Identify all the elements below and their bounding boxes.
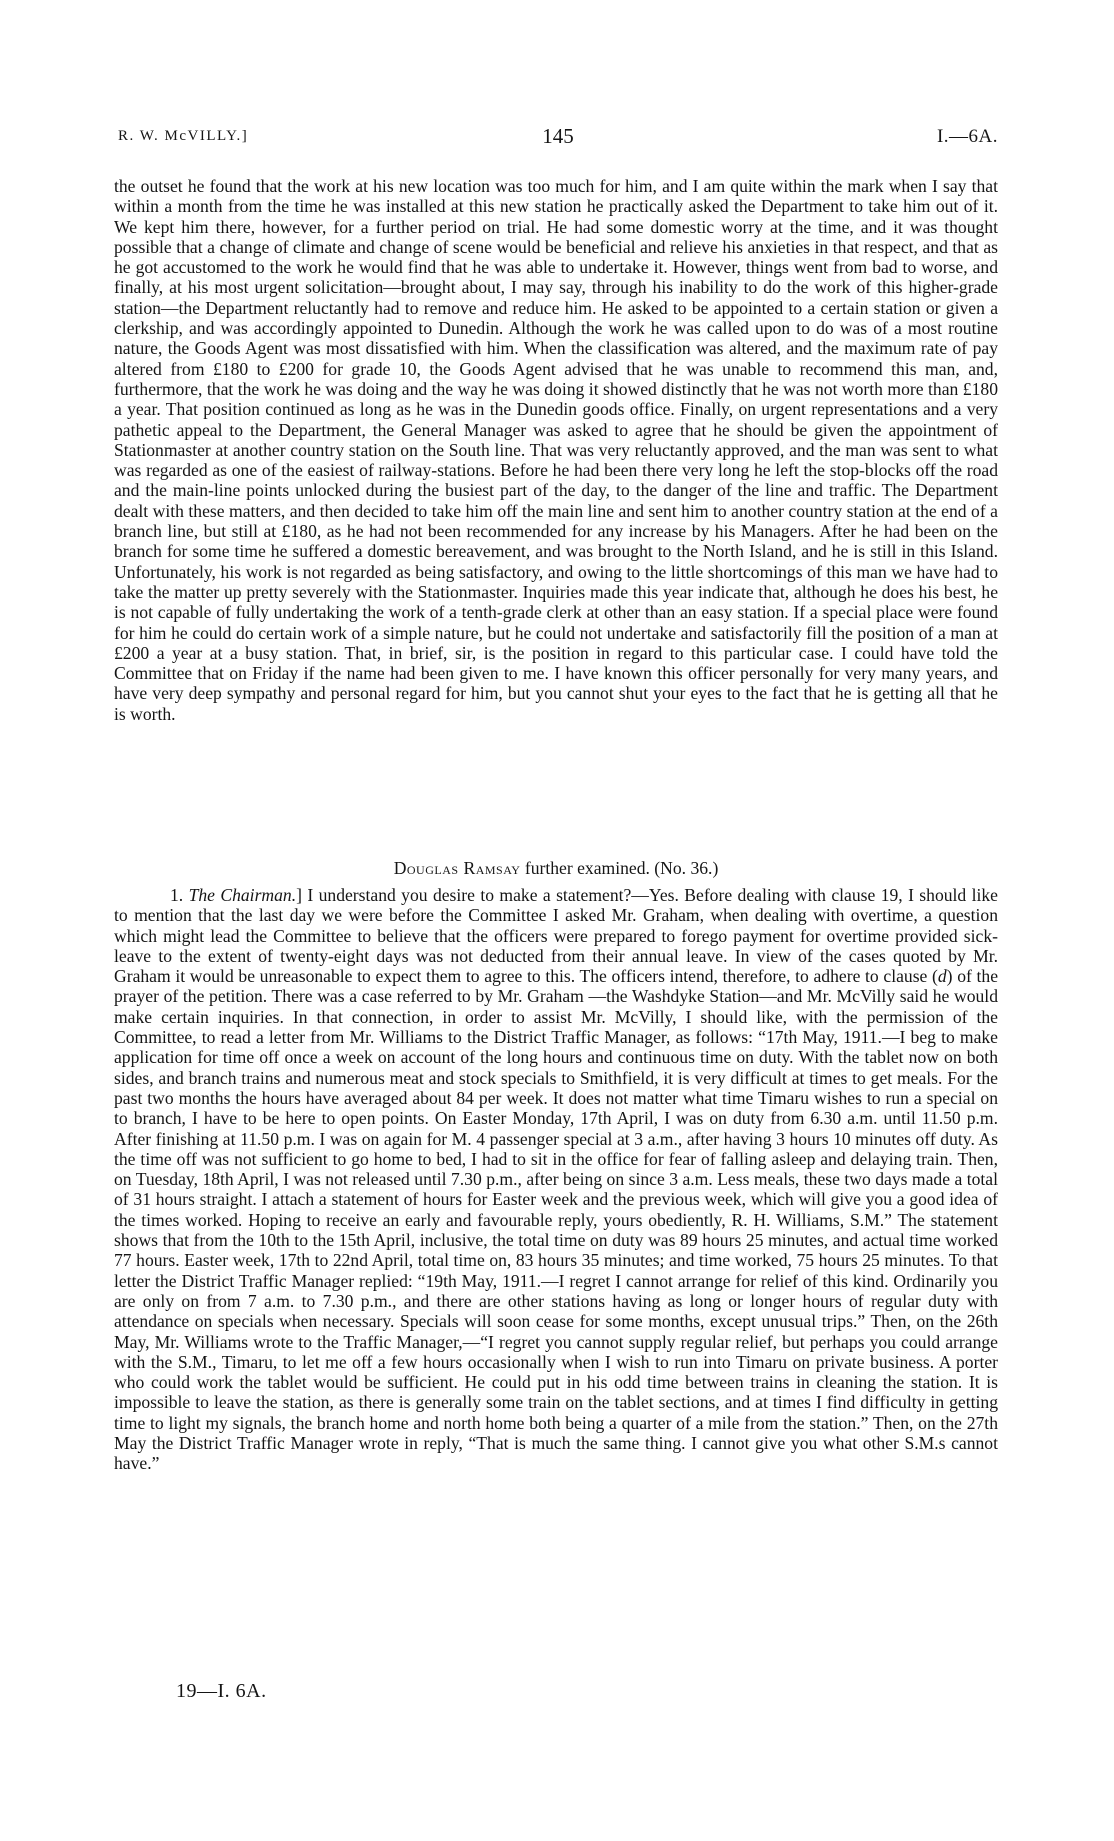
speaker: The Chairman. bbox=[188, 885, 297, 905]
witness-name: Douglas Ramsay bbox=[393, 858, 521, 878]
testimony-text-part1: ] I understand you desire to make a statement?—Yes. Before dealing with clause 19, I should like to mention that the last day we were before the Committee I asked Mr. Graham, when dealing with overtime, a question which might lead the Committee to believe that the officers were prepared to forego payment for overtime provided sick-leave to the extent of twenty-eight days was not deducted from their annual leave. In view of the cases quoted by Mr. Graham it would be unreasonable to expect them to agree to this. The officers intend, therefore, to adhere to clause ( bbox=[114, 885, 998, 987]
question-number: 1. bbox=[170, 885, 189, 905]
paragraph-testimony bbox=[114, 885, 998, 1474]
clause-letter: d bbox=[937, 966, 947, 987]
document-reference: I.—6A. bbox=[936, 126, 998, 147]
section-heading bbox=[114, 858, 998, 878]
signature-mark: 19—I. 6A. bbox=[176, 1680, 267, 1702]
running-head bbox=[118, 124, 998, 152]
testimony-text-part2: ) of the prayer of the petition. There was a case referred to by Mr. Graham —the Washdyke Station—and Mr. McVilly said he would make certain inquiries. In that connection, in order to assist Mr. McVilly, I should like, with the permission of the Committee, to read a letter from Mr. Williams to the District Traffic Manager, as follows: “17th May, 1911.—I beg to make application for time off once a week on account of the long hours and continuous time on duty. With the tablet now on both sides, and branch trains and numerous meat and stock specials to Smithfield, it is very difficult at times to get meals. For the past two months the hours have averaged about 84 per week. It does not matter what time Timaru wishes to run a special on to branch, I have to be here to open points. On Easter Monday, 17th April, I was on duty from 6.30 a.m. until 11.50 p.m. After finishing at 11.50 p.m. I was on again for M. 4 passenger special at 3 a.m., after having 3 hours 10 minutes off duty. As the time off was not sufficient to go home to bed, I had to sit in the office for fear of falling asleep and delaying train. Then, on Tuesday, 18th April, I was not released until 7.30 p.m., after being on since 3 a.m. Less meals, these two days made a total of 31 hours straight. I attach a statement of hours for Easter week and the previous week, which will give you a good idea of the times worked. Hoping to receive an early and favourable reply, yours obediently, R. H. Williams, S.M.” The statement shows that from the 10th to the 15th April, inclusive, the total time on duty was 89 hours 25 minutes, and actual time worked 77 hours. Easter week, 17th to 22nd April, total time on, 83 hours 35 minutes; and time worked, 75 hours 25 minutes. To that letter the District Traffic Manager replied: “19th May, 1911.—I regret I cannot arrange for relief of this kind. Ordinarily you are only on from 7 a.m. to 7.30 p.m., and there are other stations having as long or longer hours of regular duty with attendance on specials when necessary. Specials will soon cease for some months, except unusual trips.” Then, on the 26th May, Mr. Williams wrote to the Traffic Manager,—“I regret you cannot supply regular relief, but perhaps you could arrange with the S.M., Timaru, to let me off a few hours occasionally when I wish to run into Timaru on private business. A porter who could work the tablet would be sufficient. He could put in his odd time between trains in cleaning the station. It is impossible to leave the station, as there is generally some train on the tablet sections, and at times I find difficulty in getting time to light my signals, the branch home and north home both being a quarter of a mile from the station.” Then, on the 27th May the District Traffic Manager wrote in reply, “That is much the same thing. I cannot give you what other S.M.s cannot have.” bbox=[114, 966, 999, 1474]
heading-rest: further examined. (No. 36.) bbox=[520, 858, 719, 878]
header-author: R. W. McVILLY.] bbox=[118, 128, 249, 144]
page-number: 145 bbox=[542, 124, 574, 148]
paragraph-continuation: the outset he found that the work at his new location was too much for him, and I am quite within the mark when I say that within a month from the time he was installed at this new station he practically asked the Department to take him out of it. We kept him there, however, for a further period on trial. He had some domestic worry at the time, and it was thought possible that a change of climate and change of scene would be beneficial and relieve his anxieties in that respect, and that as he got accustomed to the work he would find that he was able to undertake it. However, things went from bad to worse, and finally, at his most urgent solicitation—brought about, I may say, through his inability to do the work of this higher-grade station—the Department reluctantly had to remove and reduce him. He asked to be appointed to a certain station or given a clerkship, and was accordingly appointed to Dunedin. Although the work he was called upon to do was of a most routine nature, the Goods Agent was most dissatisfied with him. When the classification was altered, and the maximum rate of pay altered from £180 to £200 for grade 10, the Goods Agent advised that he was unable to recommend this man, and, furthermore, that the work he was doing and the way he was doing it showed distinctly that he was not worth more than £180 a year. That position continued as long as he was in the Dunedin goods office. Finally, on urgent representations and a very pathetic appeal to the Department, the General Manager was asked to agree that he should be given the appointment of Stationmaster at another country station on the South line. That was very reluctantly approved, and the man was sent to what was regarded as one of the easiest of railway-stations. Before he had been there very long he left the stop-blocks off the road and the main-line points unlocked during the busiest part of the day, to the danger of the line and traffic. The Department dealt with these matters, and then decided to take him off the main line and sent him to another country station at the end of a branch line, but still at £180, as he had not been recommended for any increase by his Managers. After he had been on the branch for some time he suffered a domestic bereavement, and was brought to the North Island, and he is still in this Island. Unfortunately, his work is not regarded as being satisfactory, and owing to the little shortcomings of this man we have had to take the matter up pretty severely with the Stationmaster. Inquiries made this year indicate that, although he does his best, he is not capable of fully undertaking the work of a tenth-grade clerk at other than an easy station. If a special place were found for him he could do certain work of a simple nature, but he could not undertake and satisfactorily fill the position of a man at £200 a year at a busy station. That, in brief, sir, is the position in regard to this particular case. I could have told the Committee that on Friday if the name had been given to me. I have known this officer personally for very many years, and have very deep sympathy and personal regard for him, but you cannot shut your eyes to the fact that he is getting all that he is worth. bbox=[114, 176, 998, 724]
